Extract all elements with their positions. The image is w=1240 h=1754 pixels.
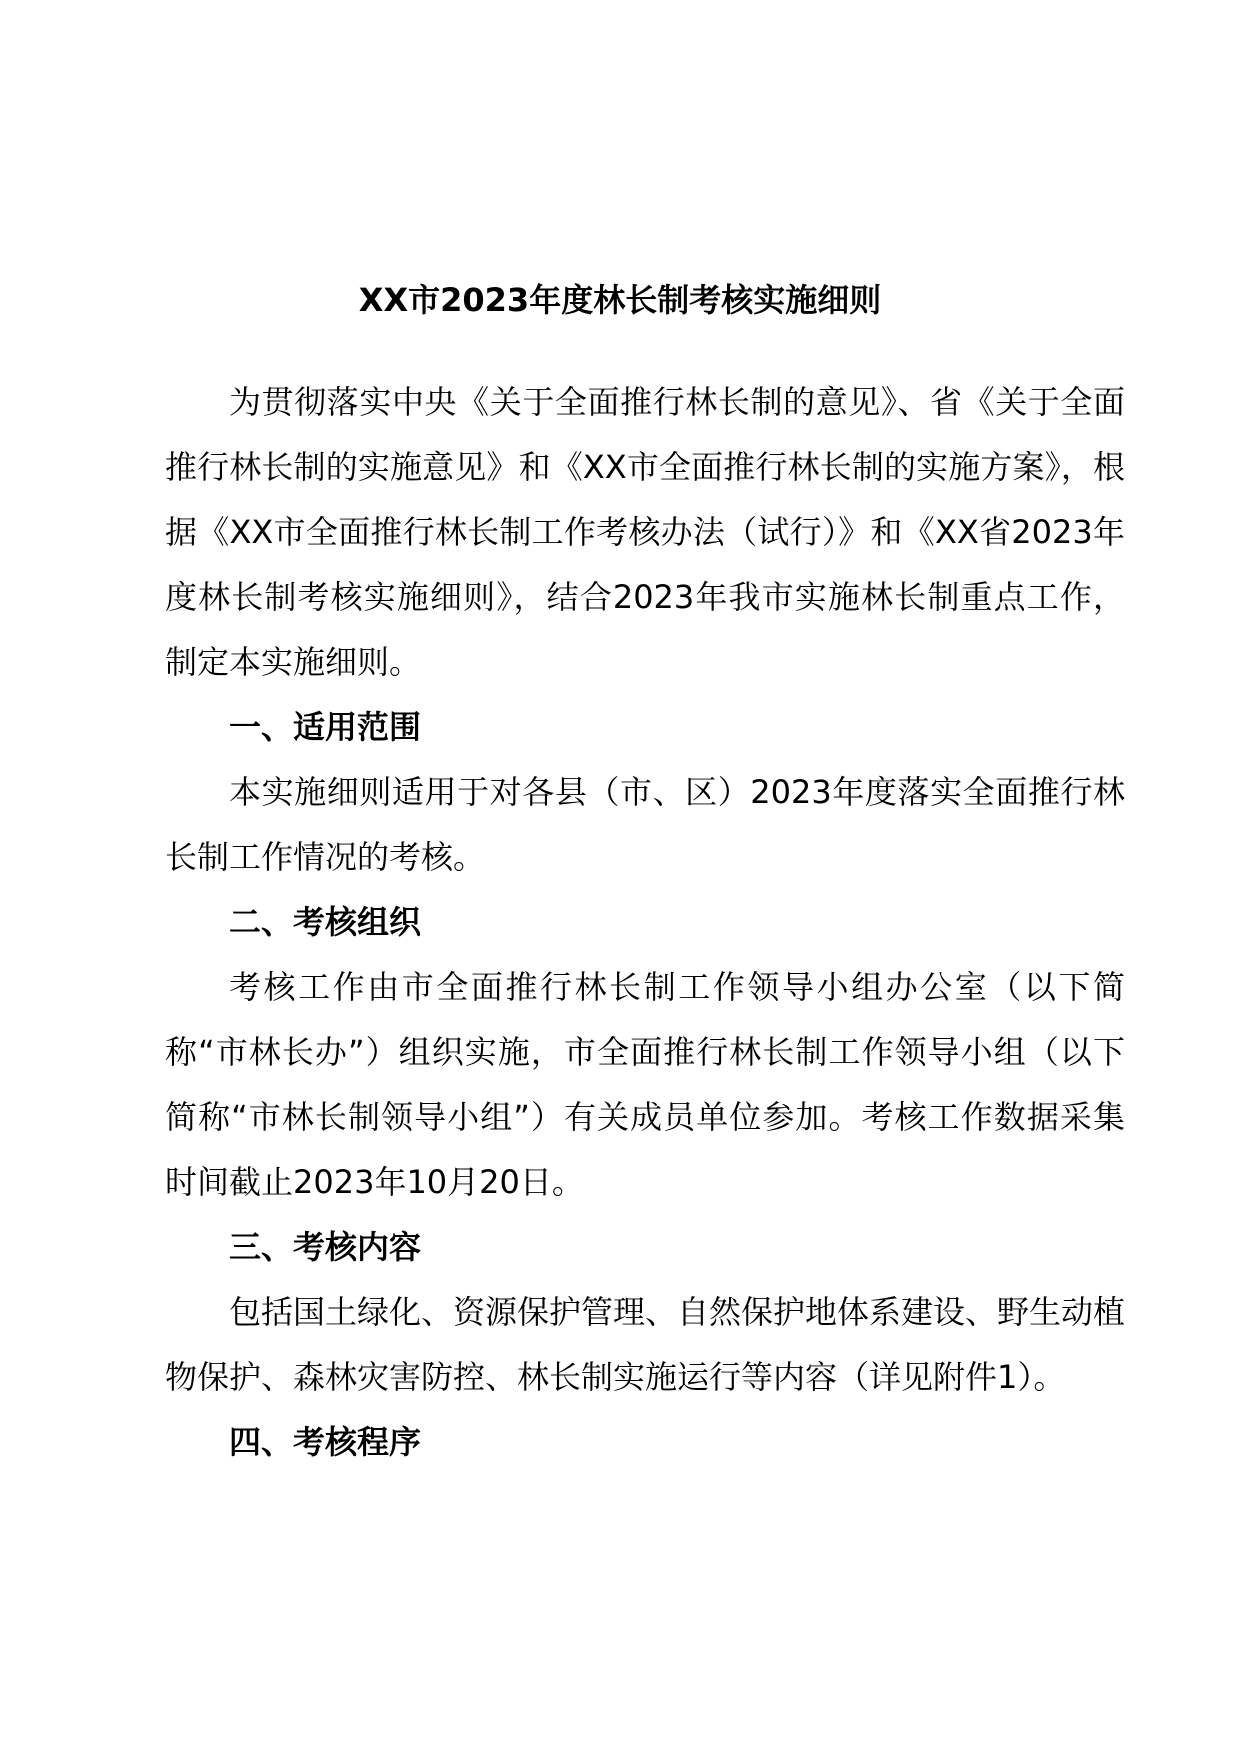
scope-paragraph: 本实施细则适用于对各县（市、区）2023年度落实全面推行林长制工作情况的考核。 — [165, 773, 1125, 876]
section-heading-content: 三、考核内容 — [229, 1228, 422, 1266]
section-heading-procedure: 四、考核程序 — [229, 1423, 422, 1461]
section-heading-organization: 二、考核组织 — [229, 903, 422, 941]
document-title: XX市2023年度林长制考核实施细则 — [358, 281, 882, 319]
organization-paragraph: 考核工作由市全面推行林长制工作领导小组办公室（以下简称“市林长办”）组织实施，市全面推行林长制工作领导小组（以下简称“市林长制领导小组”）有关成员单位参加。考核工作数据采集时间截止2023年10月20日。 — [165, 968, 1125, 1201]
content-paragraph: 包括国土绿化、资源保护管理、自然保护地体系建设、野生动植物保护、森林灾害防控、林长制实施运行等内容（详见附件1）。 — [165, 1293, 1126, 1396]
document-body — [165, 370, 1125, 1475]
intro-paragraph: 为贯彻落实中央《关于全面推行林长制的意见》、省《关于全面推行林长制的实施意见》和《XX市全面推行林长制的实施方案》，根据《XX市全面推行林长制工作考核办法（试行）》和《XX省2023年度林长制考核实施细则》，结合2023年我市实施林长制重点工作，制定本实施细则。 — [165, 383, 1125, 681]
section-heading-scope: 一、适用范围 — [229, 708, 422, 746]
